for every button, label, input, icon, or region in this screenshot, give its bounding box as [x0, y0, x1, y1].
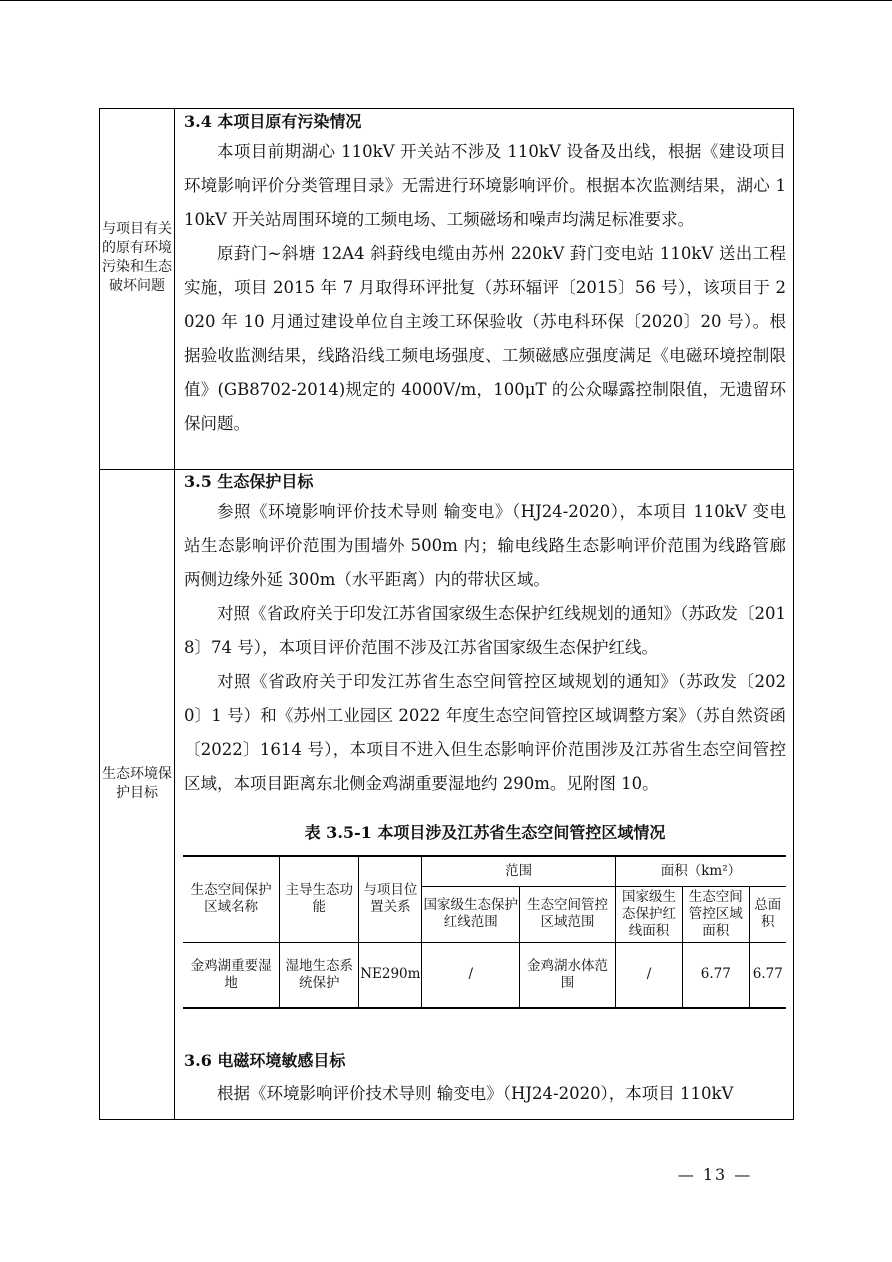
paragraph: 根据《环境影响评价技术导则 输变电》（HJ24-2020），本项目 110kV: [217, 1084, 734, 1103]
column-divider: [174, 108, 175, 1120]
cell-function: 湿地生态系统保护: [280, 942, 359, 1008]
header-area-total: 总面积: [749, 886, 786, 942]
cell-name: 金鸡湖重要湿地: [183, 942, 280, 1008]
paragraph: 本项目前期湖心 110kV 开关站不涉及 110kV 设备及出线，根据《建设项目环境影响评价分类管理目录》无需进行环境影响评价。根据本次监测结果，湖心 110kV 开关站周围环境的工频电场、工频磁场和噪声均满足标准要求。: [184, 142, 786, 229]
page-number: — 13 —: [677, 1165, 753, 1184]
eco-control-table: [183, 855, 786, 1009]
paragraph: 对照《省政府关于印发江苏省生态空间管控区域规划的通知》（苏政发〔2020〕1 号）和《苏州工业园区 2022 年度生态空间管控区域调整方案》（苏自然资函〔2022〕1614 号），本项目不进入但生态影响评价范围涉及江苏省生态空间管控区域，本项目距离东北侧金鸡湖重要湿地约 290m。见附图 10。: [184, 672, 786, 793]
cell-area-national: /: [615, 942, 682, 1008]
paragraph: 原葑门~斜塘 12A4 斜葑线电缆由苏州 220kV 葑门变电站 110kV 送出工程实施，项目 2015 年 7 月取得环评批复（苏环辐评〔2015〕56 号），该项目于 2020 年 10 月通过建设单位自主竣工环保验收（苏电科环保〔2020〕20 号）。根据验收监测结果，线路沿线工频电场强度、工频磁感应强度满足《电磁环境控制限值》(GB8702-2014)规定的 4000V/m，100μT 的公众曝露控制限值，无遗留环保问题。: [184, 244, 786, 433]
header-position: 与项目位置关系: [359, 856, 422, 942]
top-rule: [0, 0, 892, 1]
cell-range-control: 金鸡湖水体范围: [520, 942, 616, 1008]
section-heading: 3.6 电磁环境敏感目标: [184, 1051, 346, 1070]
cell-area-control: 6.77: [683, 942, 749, 1008]
paragraph: 对照《省政府关于印发江苏省国家级生态保护红线规划的通知》（苏政发〔2018〕74 号），本项目评价范围不涉及江苏省国家级生态保护红线。: [184, 604, 786, 657]
cell-position: NE290m: [359, 942, 422, 1008]
header-area-national: 国家级生态保护红线面积: [615, 886, 682, 942]
header-area: 面积（km²）: [615, 856, 786, 886]
cell-area-total: 6.77: [749, 942, 786, 1008]
section-heading: 3.4 本项目原有污染情况: [184, 112, 362, 131]
header-range-control: 生态空间管控区域范围: [520, 886, 616, 942]
header-name: 生态空间保护区域名称: [183, 856, 280, 942]
section-em-targets: [184, 1045, 786, 1111]
section-ecology: [184, 469, 786, 801]
cell-range-national: /: [422, 942, 520, 1008]
row-label-ecology: 生态环境保护目标: [102, 766, 172, 801]
section-heading: 3.5 生态保护目标: [184, 472, 314, 491]
table-row: [183, 942, 786, 1008]
header-range-national: 国家级生态保护红线范围: [422, 886, 520, 942]
paragraph: 参照《环境影响评价技术导则 输变电》（HJ24-2020），本项目 110kV 变电站生态影响评价范围为围墙外 500m 内；输电线路生态影响评价范围为线路管廊两侧边缘外延 300m（水平距离）内的带状区域。: [184, 502, 786, 589]
section-pollution: [184, 109, 786, 441]
header-range: 范围: [422, 856, 615, 886]
header-function: 主导生态功能: [280, 856, 359, 942]
row-label-pollution: 与项目有关的原有环境污染和生态破坏问题: [102, 221, 172, 294]
table-caption: 表 3.5-1 本项目涉及江苏省生态空间管控区域情况: [304, 823, 666, 842]
header-area-control: 生态空间管控区域面积: [683, 886, 749, 942]
